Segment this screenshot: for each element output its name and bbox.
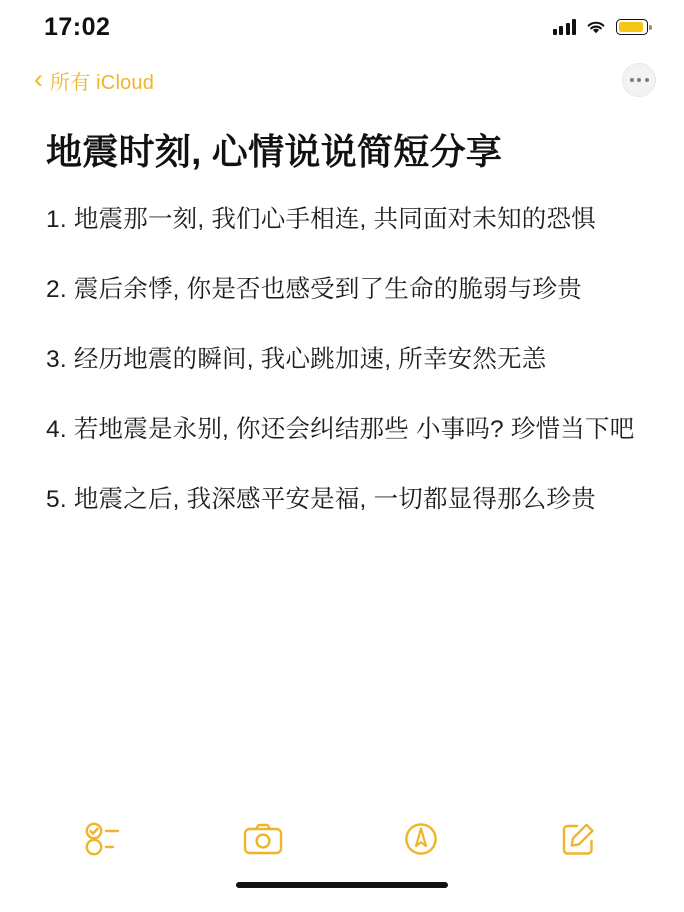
home-indicator-area: [0, 878, 684, 912]
more-options-icon[interactable]: [622, 63, 656, 97]
note-paragraph: 3. 经历地震的瞬间, 我心跳加速, 所幸安然无恙: [46, 346, 547, 374]
checklist-icon[interactable]: [78, 812, 132, 866]
status-time: 17:02: [44, 12, 111, 41]
markup-pen-icon[interactable]: [394, 812, 448, 866]
note-paragraph: 2. 震后余悸, 你是否也感受到了生命的脆弱与珍贵: [46, 276, 582, 304]
back-button-label: 所有 iCloud: [50, 71, 155, 94]
home-indicator[interactable]: [236, 882, 448, 888]
camera-icon[interactable]: [236, 812, 290, 866]
battery-icon: [616, 19, 648, 35]
status-bar: [0, 0, 684, 54]
wifi-icon: [585, 19, 607, 35]
note-content[interactable]: [0, 106, 684, 800]
cellular-signal-icon: [553, 19, 577, 35]
note-title: 地震时刻, 心情说说简短分享: [46, 131, 503, 172]
compose-icon[interactable]: [552, 812, 606, 866]
note-paragraph: 5. 地震之后, 我深感平安是福, 一切都显得那么珍贵: [46, 486, 596, 514]
back-button[interactable]: [34, 63, 155, 95]
note-paragraph: 1. 地震那一刻, 我们心手相连, 共同面对未知的恐惧: [46, 205, 596, 233]
status-indicators: [553, 19, 649, 35]
navigation-bar: [0, 54, 684, 106]
note-toolbar: [0, 800, 684, 878]
note-paragraph: 4. 若地震是永别, 你还会纠结那些 小事吗? 珍惜当下吧: [46, 416, 635, 444]
chevron-left-icon: ‹: [34, 63, 43, 94]
